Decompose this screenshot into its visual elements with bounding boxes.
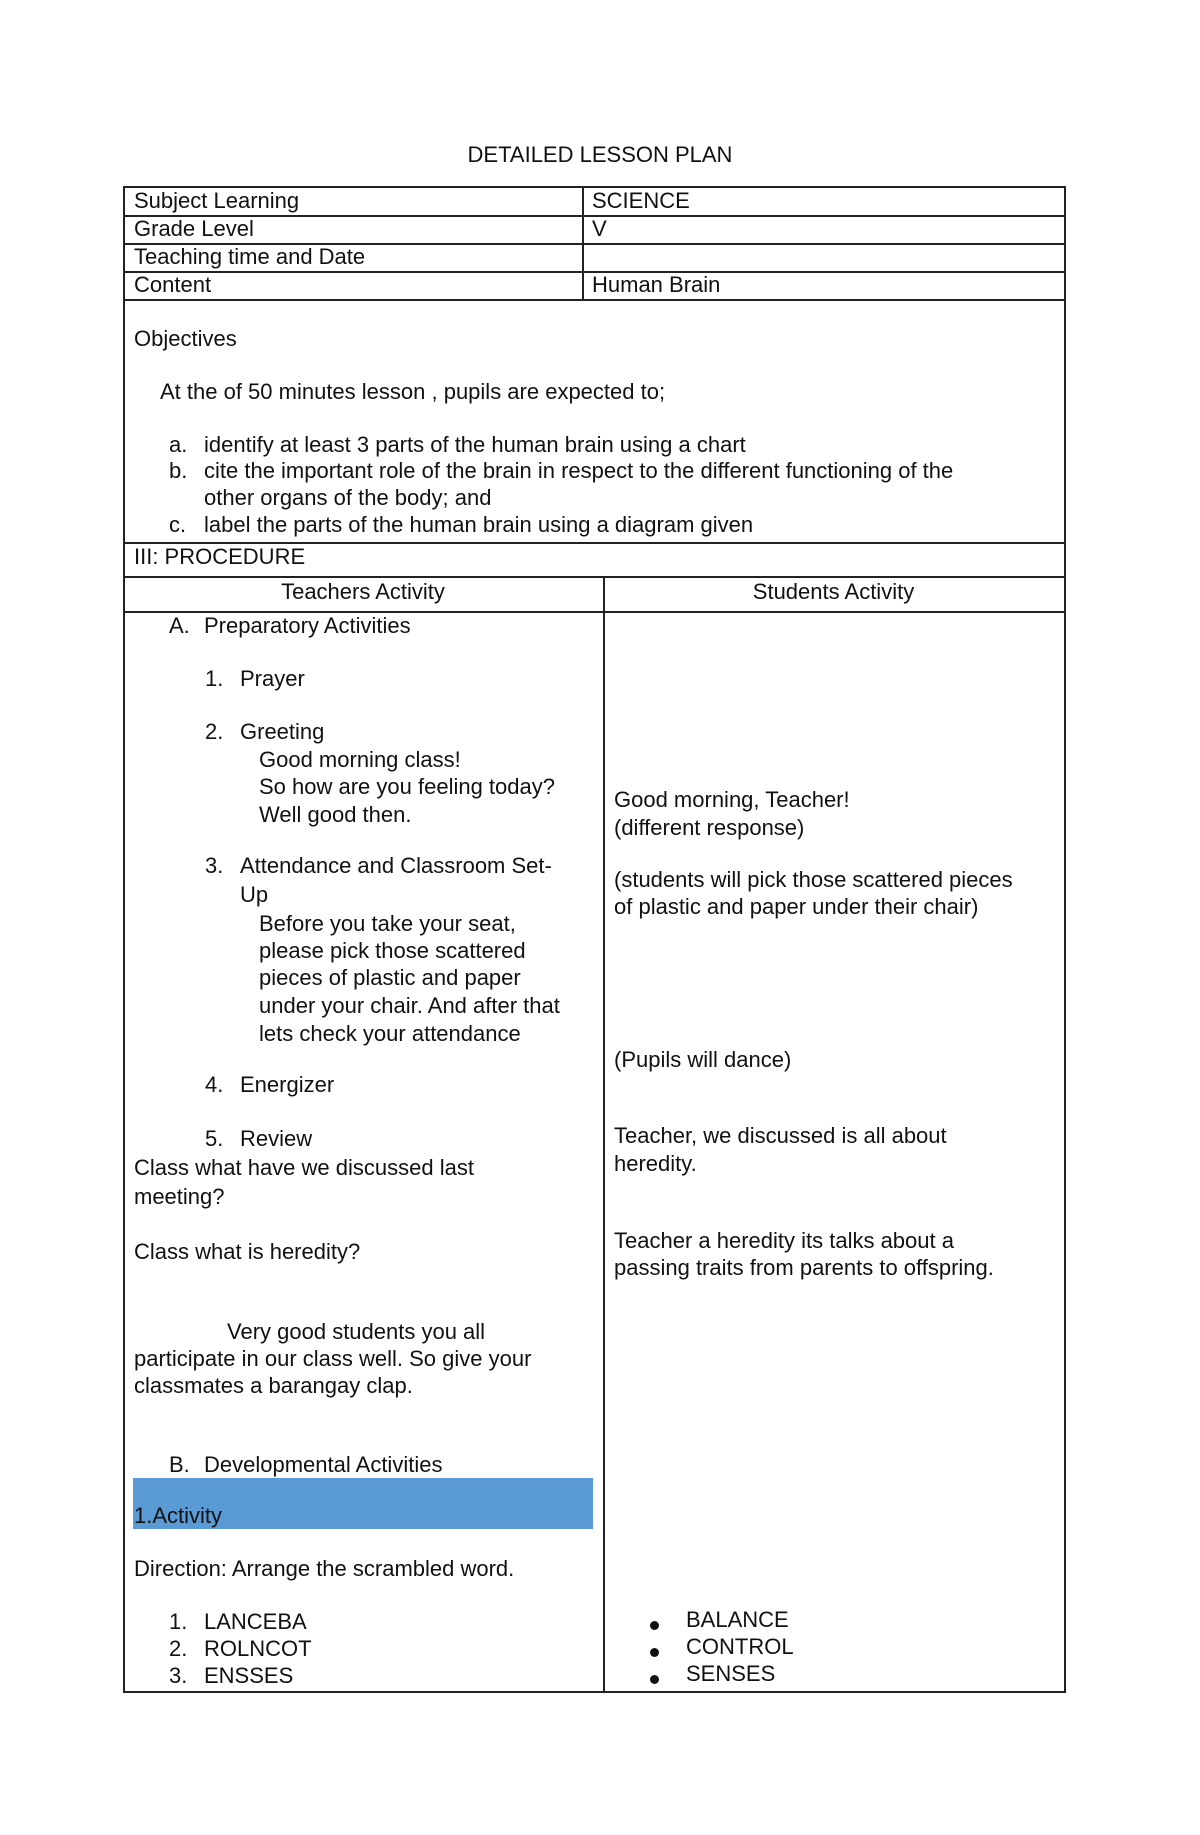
- subject-label: Subject Learning: [134, 188, 300, 213]
- word-num: 1.: [169, 1609, 188, 1634]
- prayer-label: Prayer: [240, 666, 305, 691]
- content-value: Human Brain: [592, 272, 721, 297]
- scrambled-word: ROLNCOT: [204, 1636, 312, 1661]
- review-label: Review: [240, 1126, 313, 1151]
- objective-b-line2: other organs of the body; and: [204, 485, 492, 510]
- student-greeting-reply: Good morning, Teacher!: [614, 787, 850, 812]
- greeting-label: Greeting: [240, 719, 325, 744]
- procedure-heading: III: PROCEDURE: [134, 544, 306, 569]
- heredity-question: Class what is heredity?: [134, 1239, 361, 1264]
- objectives-intro: At the of 50 minutes lesson , pupils are expected to;: [160, 379, 666, 404]
- praise-line: Very good students you all: [227, 1319, 486, 1344]
- review-question: Class what have we discussed last: [134, 1155, 474, 1180]
- objective-marker-b: b.: [169, 458, 188, 483]
- attendance-line: under your chair. And after that: [259, 993, 560, 1018]
- word-num: 2.: [169, 1636, 188, 1661]
- prep-heading: Preparatory Activities: [204, 613, 411, 638]
- energizer-label: Energizer: [240, 1072, 335, 1097]
- student-heredity-reply-cont: passing traits from parents to offspring.: [614, 1255, 994, 1280]
- students-activity-header: Students Activity: [752, 579, 915, 604]
- student-heredity-reply: Teacher a heredity its talks about a: [614, 1228, 954, 1253]
- greeting-line: Good morning class!: [259, 747, 461, 772]
- attendance-num: 3.: [205, 853, 224, 878]
- teachers-activity-header: Teachers Activity: [281, 579, 445, 604]
- activity-label: 1.Activity: [134, 1503, 223, 1528]
- grade-value: V: [592, 216, 607, 241]
- attendance-line: pieces of plastic and paper: [259, 965, 521, 990]
- energizer-num: 4.: [205, 1072, 224, 1097]
- subject-value: SCIENCE: [592, 188, 690, 213]
- direction-text: Direction: Arrange the scrambled word.: [134, 1556, 515, 1581]
- objectives-heading: Objectives: [134, 326, 237, 351]
- student-pickup-reply: (students will pick those scattered pieces: [614, 867, 1013, 892]
- attendance-label-cont: Up: [240, 882, 269, 907]
- objective-a: identify at least 3 parts of the human brain using a chart: [204, 432, 746, 457]
- grade-label: Grade Level: [134, 216, 254, 241]
- attendance-label: Attendance and Classroom Set-: [240, 853, 552, 878]
- student-energizer-reply: (Pupils will dance): [614, 1047, 792, 1072]
- answer-word: SENSES: [686, 1661, 776, 1686]
- student-review-reply: Teacher, we discussed is all about: [614, 1123, 947, 1148]
- content-label: Content: [134, 272, 212, 297]
- objective-c: label the parts of the human brain using a diagram given: [204, 512, 754, 537]
- dev-marker: B.: [169, 1452, 190, 1477]
- bullet-icon: [650, 1621, 659, 1630]
- greeting-line: Well good then.: [259, 802, 412, 827]
- attendance-line: lets check your attendance: [259, 1021, 521, 1046]
- bullet-icon: [650, 1675, 659, 1684]
- student-pickup-reply-cont: of plastic and paper under their chair): [614, 894, 979, 919]
- document-title: DETAILED LESSON PLAN: [467, 142, 733, 167]
- scrambled-word: LANCEBA: [204, 1609, 307, 1634]
- review-num: 5.: [205, 1126, 224, 1151]
- dev-heading: Developmental Activities: [204, 1452, 443, 1477]
- answer-word: BALANCE: [686, 1607, 789, 1632]
- greeting-line: So how are you feeling today?: [259, 774, 555, 799]
- objective-marker-a: a.: [169, 432, 188, 457]
- objective-b-line1: cite the important role of the brain in respect to the different functioning of the: [204, 458, 954, 483]
- scrambled-word: ENSSES: [204, 1663, 294, 1688]
- praise-line: classmates a barangay clap.: [134, 1373, 413, 1398]
- answer-word: CONTROL: [686, 1634, 794, 1659]
- review-question-cont: meeting?: [134, 1184, 225, 1209]
- attendance-line: please pick those scattered: [259, 938, 526, 963]
- praise-line: participate in our class well. So give your: [134, 1346, 532, 1371]
- prayer-num: 1.: [205, 666, 224, 691]
- greeting-num: 2.: [205, 719, 224, 744]
- student-review-reply-cont: heredity.: [614, 1151, 697, 1176]
- word-num: 3.: [169, 1663, 188, 1688]
- attendance-line: Before you take your seat,: [259, 911, 516, 936]
- time-date-label: Teaching time and Date: [134, 244, 366, 269]
- bullet-icon: [650, 1648, 659, 1657]
- student-feeling-reply: (different response): [614, 815, 805, 840]
- objective-marker-c: c.: [169, 512, 187, 537]
- prep-marker: A.: [169, 613, 190, 638]
